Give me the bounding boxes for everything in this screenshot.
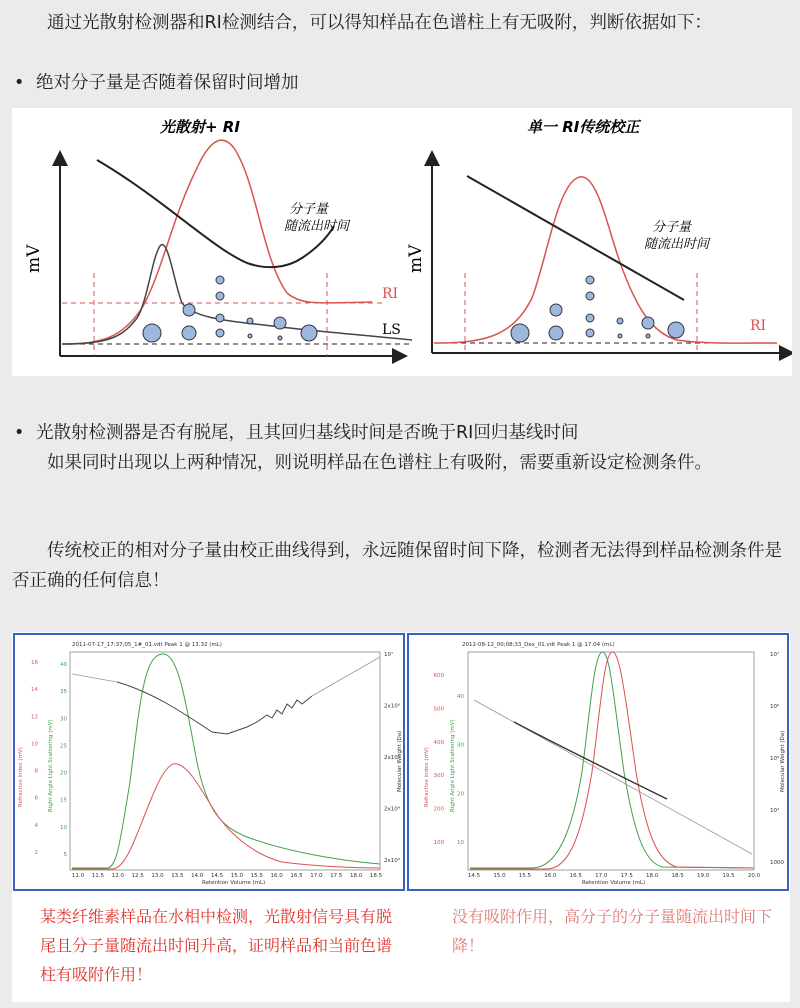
right-x-axis-label: Retention Volume (mL): [582, 880, 646, 886]
right-y-axis-label: mV: [406, 244, 426, 273]
left-x-axis-label: Retention Volume (mL): [202, 880, 266, 886]
left-x-tick: 17.0: [310, 873, 323, 879]
left-molecule-dots: [143, 276, 317, 342]
left-x-tick: 12.0: [111, 873, 124, 879]
left-x-tick: 11.0: [71, 873, 85, 879]
right-x-tick: 20.0: [747, 873, 761, 879]
right-green-tick: 30: [457, 742, 464, 749]
left-green-tick: 25: [60, 743, 67, 750]
right-mw-axis-label: Molecular Weight (Da): [780, 730, 786, 792]
left-diagram-title: 光散射+ RI: [160, 118, 240, 136]
left-mw-tick: 2x10⁴: [384, 806, 400, 813]
left-green-tick: 30: [60, 716, 67, 723]
left-x-tick: 13.5: [171, 873, 184, 879]
left-red-ticks: [31, 660, 39, 856]
bullet-mw-increase: • 绝对分子量是否随着保留时间增加: [36, 68, 299, 98]
left-green-tick: 40: [60, 662, 67, 668]
left-x-tick: 12.5: [131, 873, 144, 879]
left-mw-tick: 10⁷: [384, 652, 394, 658]
left-ls-label: LS: [382, 322, 401, 338]
left-green-tick: 15: [60, 797, 67, 804]
left-red-tick: 10: [31, 741, 38, 748]
right-green-tick: 10: [457, 840, 464, 846]
intro-paragraph: 通过光散射检测器和RI检测结合，可以得知样品在色谱柱上有无吸附，判断依据如下：: [47, 13, 712, 33]
left-x-tick: 18.5: [369, 873, 383, 879]
right-green-tick: 40: [457, 694, 464, 700]
conclusion-paragraph: 如果同时出现以上两种情况，则说明样品在色谱柱上有吸附，需要重新设定检测条件。: [47, 453, 712, 473]
left-red-tick: 8: [34, 768, 38, 775]
bullet-ls-tailing: • 光散射检测器是否有脱尾，且其回归基线时间是否晚于RI回归基线时间: [36, 418, 578, 448]
left-green-ticks: [60, 662, 68, 858]
left-green-tick: 10: [60, 824, 67, 831]
right-mw-trace: [514, 722, 667, 799]
right-ri-peak: [434, 177, 777, 343]
right-mw-tick: 10⁴: [770, 808, 780, 814]
right-ls-axis-label: Right Angle Light Scattering (mV): [450, 719, 456, 812]
right-red-ticks: [434, 673, 445, 846]
left-green-tick: 35: [60, 689, 67, 696]
left-x-tick: 16.5: [290, 873, 303, 879]
left-x-tick: 15.0: [230, 873, 244, 879]
right-chrom-header: 2012-08-12_00;08;33_Dex_01.vdt Peak 1 @ 17.04 (mL): [462, 642, 615, 648]
left-x-ticks: [72, 873, 383, 879]
right-x-tick: 14.5: [467, 873, 481, 879]
left-red-tick: 6: [34, 795, 38, 802]
left-ls-trace: [72, 654, 380, 868]
left-ri-trace: [72, 764, 380, 869]
right-green-ticks: [457, 694, 464, 846]
right-x-tick: 18.0: [646, 873, 659, 879]
right-x-tick: 16.5: [569, 873, 582, 879]
right-x-tick: 15.5: [518, 873, 532, 879]
right-mw-tick: 1000: [770, 860, 784, 866]
left-red-tick: 16: [31, 660, 38, 666]
left-mw-trace: [117, 682, 312, 734]
right-red-tick: 200: [433, 806, 444, 813]
left-ri-axis-label: Refractive index (mV): [18, 747, 24, 807]
right-x-tick: 18.5: [671, 873, 684, 879]
left-mw-tick: 2x10³: [384, 858, 400, 864]
schematic-panel: [12, 108, 792, 376]
right-mw-tick: 10⁵: [770, 756, 780, 762]
chromatogram-panel: [12, 632, 790, 1002]
left-x-tick: 17.5: [330, 873, 343, 879]
right-red-tick: 500: [433, 706, 444, 713]
right-ri-label: RI: [750, 318, 767, 334]
left-ls-axis-label: Right Angle Light Scattering (mV): [48, 719, 54, 812]
left-mw-tick: 2x10⁵: [384, 755, 400, 761]
left-green-tick: 5: [63, 852, 67, 858]
left-caption: 某类纤维素样品在水相中检测，光散射信号具有脱尾且分子量随流出时间升高，证明样品和当前色谱柱有吸附作用！: [40, 907, 393, 984]
right-x-tick: 17.5: [620, 873, 633, 879]
right-x-tick: 19.5: [722, 873, 735, 879]
right-mw-label-2: 随流出时间: [644, 237, 710, 252]
left-mw-tick: 2x10⁶: [384, 703, 400, 710]
left-x-tick: 14.0: [191, 873, 204, 879]
schematic-svg: [12, 108, 792, 376]
left-red-tick: 4: [34, 822, 38, 829]
left-x-tick: 13.0: [151, 873, 164, 879]
right-red-tick: 100: [433, 840, 444, 846]
right-x-tick: 16.0: [544, 873, 557, 879]
right-x-ticks: [468, 873, 761, 879]
left-chrom-header: 2011-07-17_17;37;05_1#_01.vdt Peak 1 @ 13.32 (mL): [72, 642, 222, 648]
right-mw-label-1: 分子量: [652, 220, 692, 235]
right-mw-tick: 10⁶: [770, 704, 780, 710]
left-mw-label-2: 随流出时间: [284, 219, 350, 234]
left-green-tick: 20: [60, 770, 67, 777]
chromatogram-svg: [12, 632, 790, 892]
left-red-tick: 14: [31, 687, 38, 694]
left-red-tick: 2: [34, 850, 38, 856]
left-x-tick: 18.0: [350, 873, 363, 879]
right-ri-axis-label: Refractive index (mV): [424, 747, 430, 807]
right-x-tick: 15.0: [493, 873, 506, 879]
traditional-calibration-paragraph: 传统校正的相对分子量由校正曲线得到，永远随保留时间下降，检测者无法得到样品检测条件是否正确的任何信息！: [12, 541, 782, 591]
right-ls-trace: [470, 652, 754, 868]
left-ls-curve: [62, 245, 412, 344]
left-ri-peak: [62, 140, 372, 344]
right-red-tick: 400: [433, 739, 444, 746]
right-green-tick: 20: [457, 791, 464, 798]
right-red-tick: 600: [433, 673, 444, 679]
right-x-tick: 19.0: [696, 873, 710, 879]
left-x-tick: 11.5: [91, 873, 104, 879]
left-mw-label-1: 分子量: [289, 202, 329, 217]
left-mw-axis-label: Molecular Weight (Da): [397, 730, 403, 792]
right-mw-tick: 10⁷: [770, 652, 780, 658]
left-x-tick: 14.5: [210, 873, 224, 879]
left-x-tick: 16.0: [270, 873, 283, 879]
right-caption: 没有吸附作用，高分子的分子量随流出时间下降！: [452, 907, 773, 955]
left-y-axis-label: mV: [24, 244, 44, 273]
right-red-tick: 300: [433, 773, 444, 780]
right-x-tick: 17.0: [595, 873, 608, 879]
left-ri-label: RI: [382, 286, 399, 302]
left-x-tick: 15.5: [250, 873, 263, 879]
left-red-tick: 12: [31, 714, 38, 721]
right-diagram-title: 单一 RI传统校正: [527, 118, 640, 136]
